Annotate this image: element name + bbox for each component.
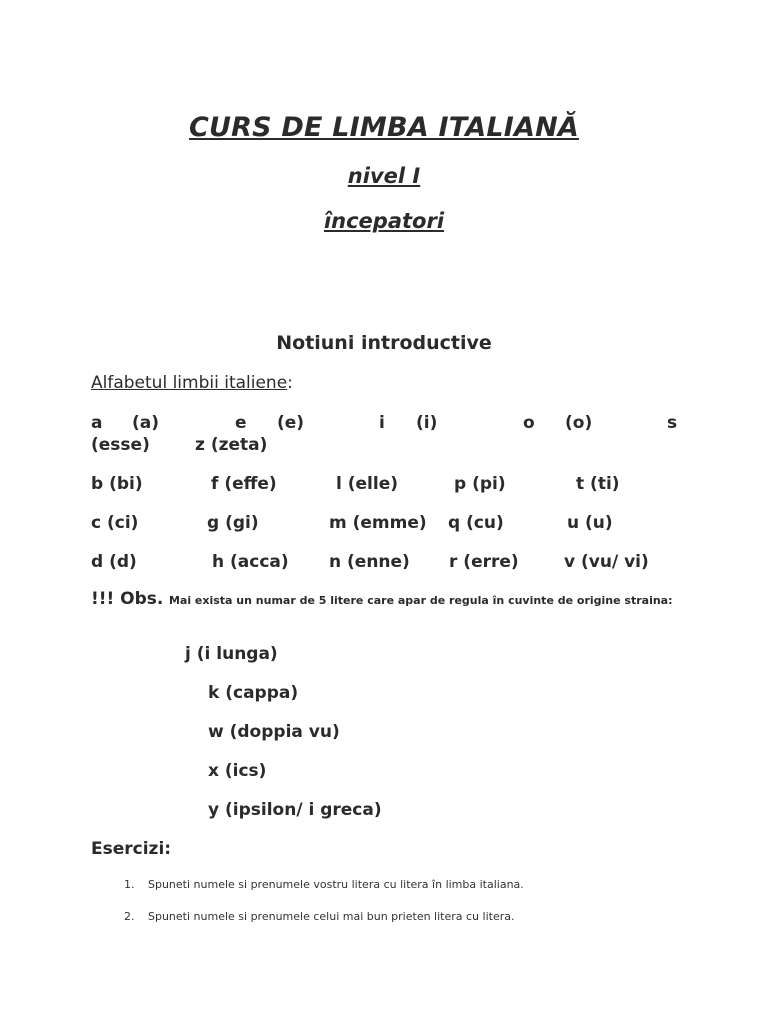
alphabet-letter: f (effe) — [211, 474, 277, 494]
alphabet-row — [91, 551, 678, 573]
alphabet-heading-text: Alfabetul limbii italiene — [91, 373, 288, 393]
alphabet-letter: v (vu/ vi) — [564, 552, 649, 572]
alphabet-letter: s — [667, 413, 678, 433]
observation-prefix: !!! Obs. — [91, 589, 164, 609]
alphabet-row — [91, 512, 678, 534]
alphabet-letter: d (d) — [91, 552, 137, 572]
alphabet-letter: h (acca) — [212, 552, 289, 572]
alphabet-letter: (esse) — [91, 435, 150, 455]
alphabet-letter: (e) — [277, 413, 305, 433]
alphabet-letter: q (cu) — [448, 513, 504, 533]
foreign-letter: y (ipsilon/ i greca) — [208, 800, 382, 820]
alphabet-letter: o — [523, 413, 535, 433]
exercise-number: 2. — [124, 910, 135, 923]
alphabet-letter: z (zeta) — [195, 435, 268, 455]
alphabet-letter: (a) — [132, 413, 160, 433]
alphabet-letter: t (ti) — [576, 474, 620, 494]
observation-note — [91, 591, 678, 608]
foreign-letter: j (i lunga) — [185, 644, 278, 664]
exercise-text: Spuneti numele si prenumele vostru litera cu litera în limba italiana. — [148, 878, 524, 891]
audience-label: începatori — [323, 209, 445, 233]
foreign-letter: x (ics) — [208, 761, 267, 781]
alphabet-letter: (o) — [565, 413, 593, 433]
alphabet-heading — [91, 373, 293, 393]
alphabet-letter: l (elle) — [336, 474, 398, 494]
alphabet-row — [91, 473, 678, 495]
foreign-letter: w (doppia vu) — [208, 722, 340, 742]
document-title: CURS DE LIMBA ITALIANĂ — [189, 112, 579, 143]
alphabet-letter: e — [235, 413, 247, 433]
alphabet-letter: (i) — [416, 413, 438, 433]
alphabet-letter: n (enne) — [329, 552, 410, 572]
alphabet-letter: r (erre) — [449, 552, 519, 572]
alphabet-letter: c (ci) — [91, 513, 139, 533]
section-heading: Notiuni introductive — [276, 332, 492, 354]
exercises-heading: Esercizi: — [91, 839, 172, 859]
foreign-letter: k (cappa) — [208, 683, 299, 703]
alphabet-letter: m (emme) — [329, 513, 427, 533]
exercise-text: Spuneti numele si prenumele celui mai bun prieten litera cu litera. — [148, 910, 515, 923]
alphabet-letter: a — [91, 413, 103, 433]
exercise-item — [124, 878, 524, 891]
alphabet-letter: p (pi) — [454, 474, 506, 494]
level-label: nivel I — [347, 164, 421, 188]
exercise-number: 1. — [124, 878, 135, 891]
alphabet-letter: u (u) — [567, 513, 613, 533]
alphabet-letter: i — [379, 413, 385, 433]
alphabet-heading-colon: : — [287, 373, 293, 393]
alphabet-letter: g (gi) — [207, 513, 259, 533]
alphabet-letter: b (bi) — [91, 474, 143, 494]
alphabet-row — [91, 412, 678, 434]
observation-text: Mai exista un numar de 5 litere care apar de regula în cuvinte de origine straina: — [168, 594, 673, 607]
alphabet-row — [91, 434, 678, 456]
exercise-item — [124, 910, 514, 923]
